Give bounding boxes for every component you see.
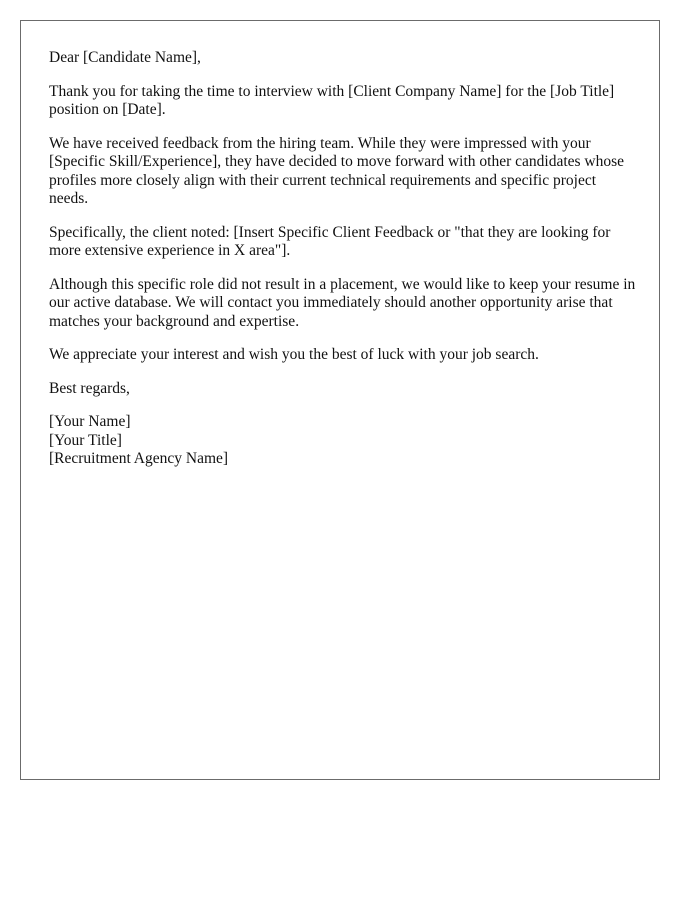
letter-page (20, 20, 660, 780)
signature-name: [Your Name] (49, 413, 131, 430)
paragraph-future-opportunity: Although this specific role did not result in a placement, we would like to keep your resume in our active database. We will contact you immediately should another opportunity arise that matches your background and expertise. (49, 275, 636, 330)
salutation: Dear [Candidate Name], (49, 49, 201, 66)
paragraph-interview-thanks: Thank you for taking the time to interview with [Client Company Name] for the [Job Title] position on [Date]. (49, 82, 615, 118)
paragraph-client-note: Specifically, the client noted: [Insert Specific Client Feedback or "that they are looking for more extensive experience in X area"]. (49, 223, 611, 259)
closing: Best regards, (49, 379, 130, 397)
signature-block (49, 413, 639, 469)
paragraph-well-wishes: We appreciate your interest and wish you the best of luck with your job search. (49, 346, 539, 363)
paragraph-feedback: We have received feedback from the hiring team. While they were impressed with your [Specific Skill/Experience], they have decided to move forward with other candidates whose profiles more closely align with their current technical requirements and specific project needs. (49, 134, 625, 207)
signature-title: [Your Title] (49, 431, 122, 449)
signature-agency: [Recruitment Agency Name] (49, 450, 229, 467)
letter-body (49, 49, 639, 484)
